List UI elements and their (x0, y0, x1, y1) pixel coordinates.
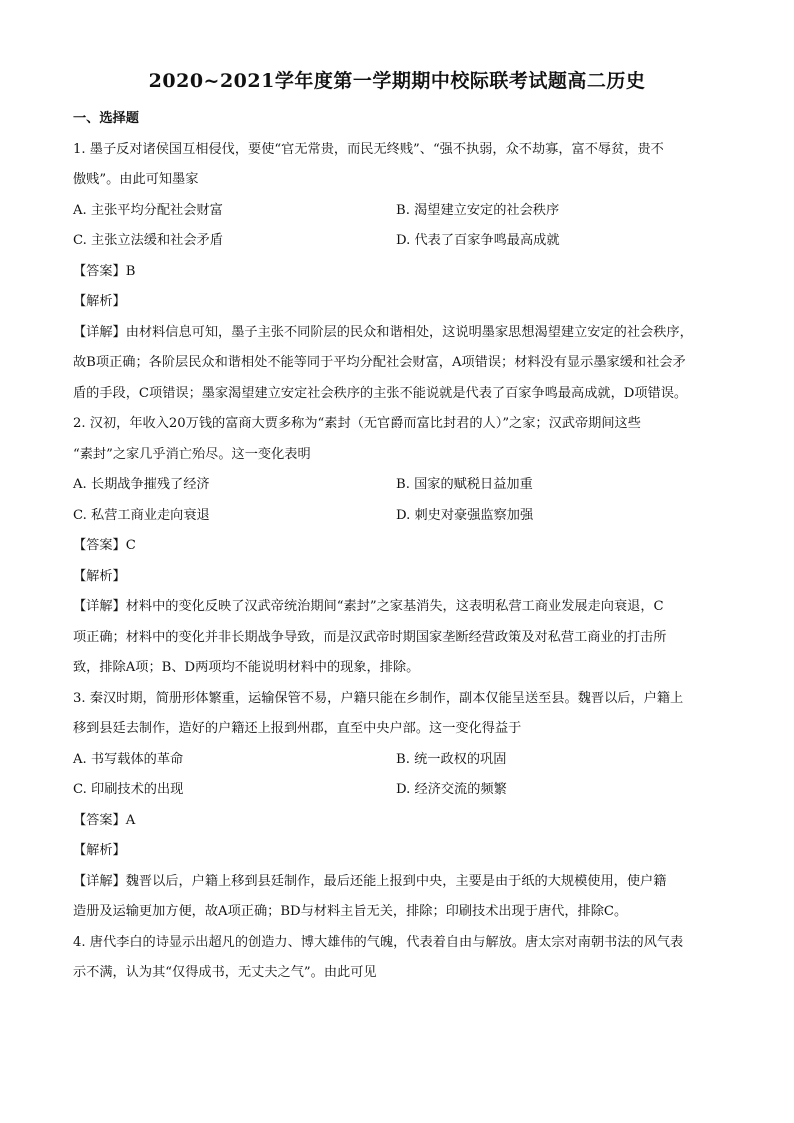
option-a: A. 长期战争摧残了经济 (73, 477, 210, 492)
detail-line: 【详解】魏晋以后，户籍上移到县廷制作，最后还能上报到中央，主要是由于纸的大规模使用，使户籍 (73, 873, 667, 889)
answer-label: 【答案】C (73, 538, 136, 553)
analysis-label: 【解析】 (73, 568, 126, 584)
question-stem-line: 移到县廷去制作，造好的户籍还上报到州郡，直至中央户部。这一变化得益于 (73, 721, 522, 736)
option-a: A. 主张平均分配社会财富 (73, 202, 223, 218)
section-heading: 一、选择题 (73, 111, 139, 126)
question-1 (73, 135, 733, 410)
page-content (73, 104, 733, 989)
answer-label: 【答案】B (73, 263, 136, 279)
option-c: C. 印刷技术的出现 (73, 782, 184, 797)
detail-line: 盾的手段，C项错误；墨家渴望建立安定社会秩序的主张不能说就是代表了百家争鸣最高成就，D项错误。 (73, 385, 688, 401)
page-title: 2020~2021学年度第一学期期中校际联考试题高二历史 (148, 70, 646, 92)
options-grid (73, 470, 733, 531)
question-stem-line: 4. 唐代李白的诗显示出超凡的创造力、博大雄伟的气魄，代表着自由与解放。唐太宗对南朝书法的风气表 (73, 934, 684, 950)
detail-line: 造册及运输更加方便，故A项正确；BD与材料主旨无关，排除；印刷技术出现于唐代，排除C。 (73, 904, 628, 919)
question-2 (73, 409, 733, 684)
option-b: B. 渴望建立安定的社会秩序 (396, 202, 560, 218)
option-b: B. 统一政权的巩固 (396, 751, 507, 767)
option-a: A. 书写载体的革命 (73, 751, 184, 767)
question-stem-line: 1. 墨子反对诸侯国互相侵伐，要使“官无常贵，而民无终贱”、“强不执弱，众不劫寡，富不辱贫，贵不 (73, 141, 664, 157)
question-stem-line: 傲贱”。由此可知墨家 (73, 172, 199, 187)
detail-line: 项正确；材料中的变化并非长期战争导致，而是汉武帝时期国家垄断经营政策及对私营工商业的打击所 (73, 629, 667, 645)
question-4 (73, 928, 733, 989)
option-b: B. 国家的赋税日益加重 (396, 477, 533, 492)
question-stem-line: 示不满，认为其“仅得成书，无丈夫之气”。由此可见 (73, 965, 377, 980)
analysis-label: 【解析】 (73, 843, 126, 858)
options-grid (73, 745, 733, 806)
question-stem-line: 3. 秦汉时期，简册形体繁重，运输保管不易，户籍只能在乡制作，副本仅能呈送至县。魏晋以后，户籍上 (73, 690, 684, 706)
detail-line: 【详解】材料中的变化反映了汉武帝统治期间“素封”之家基消失，这表明私营工商业发展走向衰退，C (73, 599, 664, 614)
detail-line: 【详解】由材料信息可知，墨子主张不同阶层的民众和谐相处，这说明墨家思想渴望建立安定的社会秩序， (73, 324, 693, 340)
options-grid (73, 196, 733, 257)
detail-line: 故B项正确；各阶层民众和谐相处不能等同于平均分配社会财富，A项错误；材料没有显示墨家缓和社会矛 (73, 355, 686, 370)
option-c: C. 主张立法缓和社会矛盾 (73, 233, 223, 248)
option-c: C. 私营工商业走向衰退 (73, 507, 210, 523)
analysis-label: 【解析】 (73, 294, 126, 309)
detail-line: 致，排除A项；B、D两项均不能说明材料中的现象，排除。 (73, 660, 420, 675)
option-d: D. 代表了百家争鸣最高成就 (396, 233, 560, 248)
option-d: D. 经济交流的频繁 (396, 782, 507, 797)
option-d: D. 刺史对豪强监察加强 (396, 507, 534, 523)
answer-label: 【答案】A (73, 812, 136, 828)
question-3 (73, 684, 733, 928)
question-stem-line: 2. 汉初，年收入20万钱的富商大贾多称为“素封（无官爵而富比封君的人）”之家；汉武帝期间这些 (73, 416, 641, 431)
question-stem-line: “素封”之家几乎消亡殆尽。这一变化表明 (73, 446, 311, 462)
